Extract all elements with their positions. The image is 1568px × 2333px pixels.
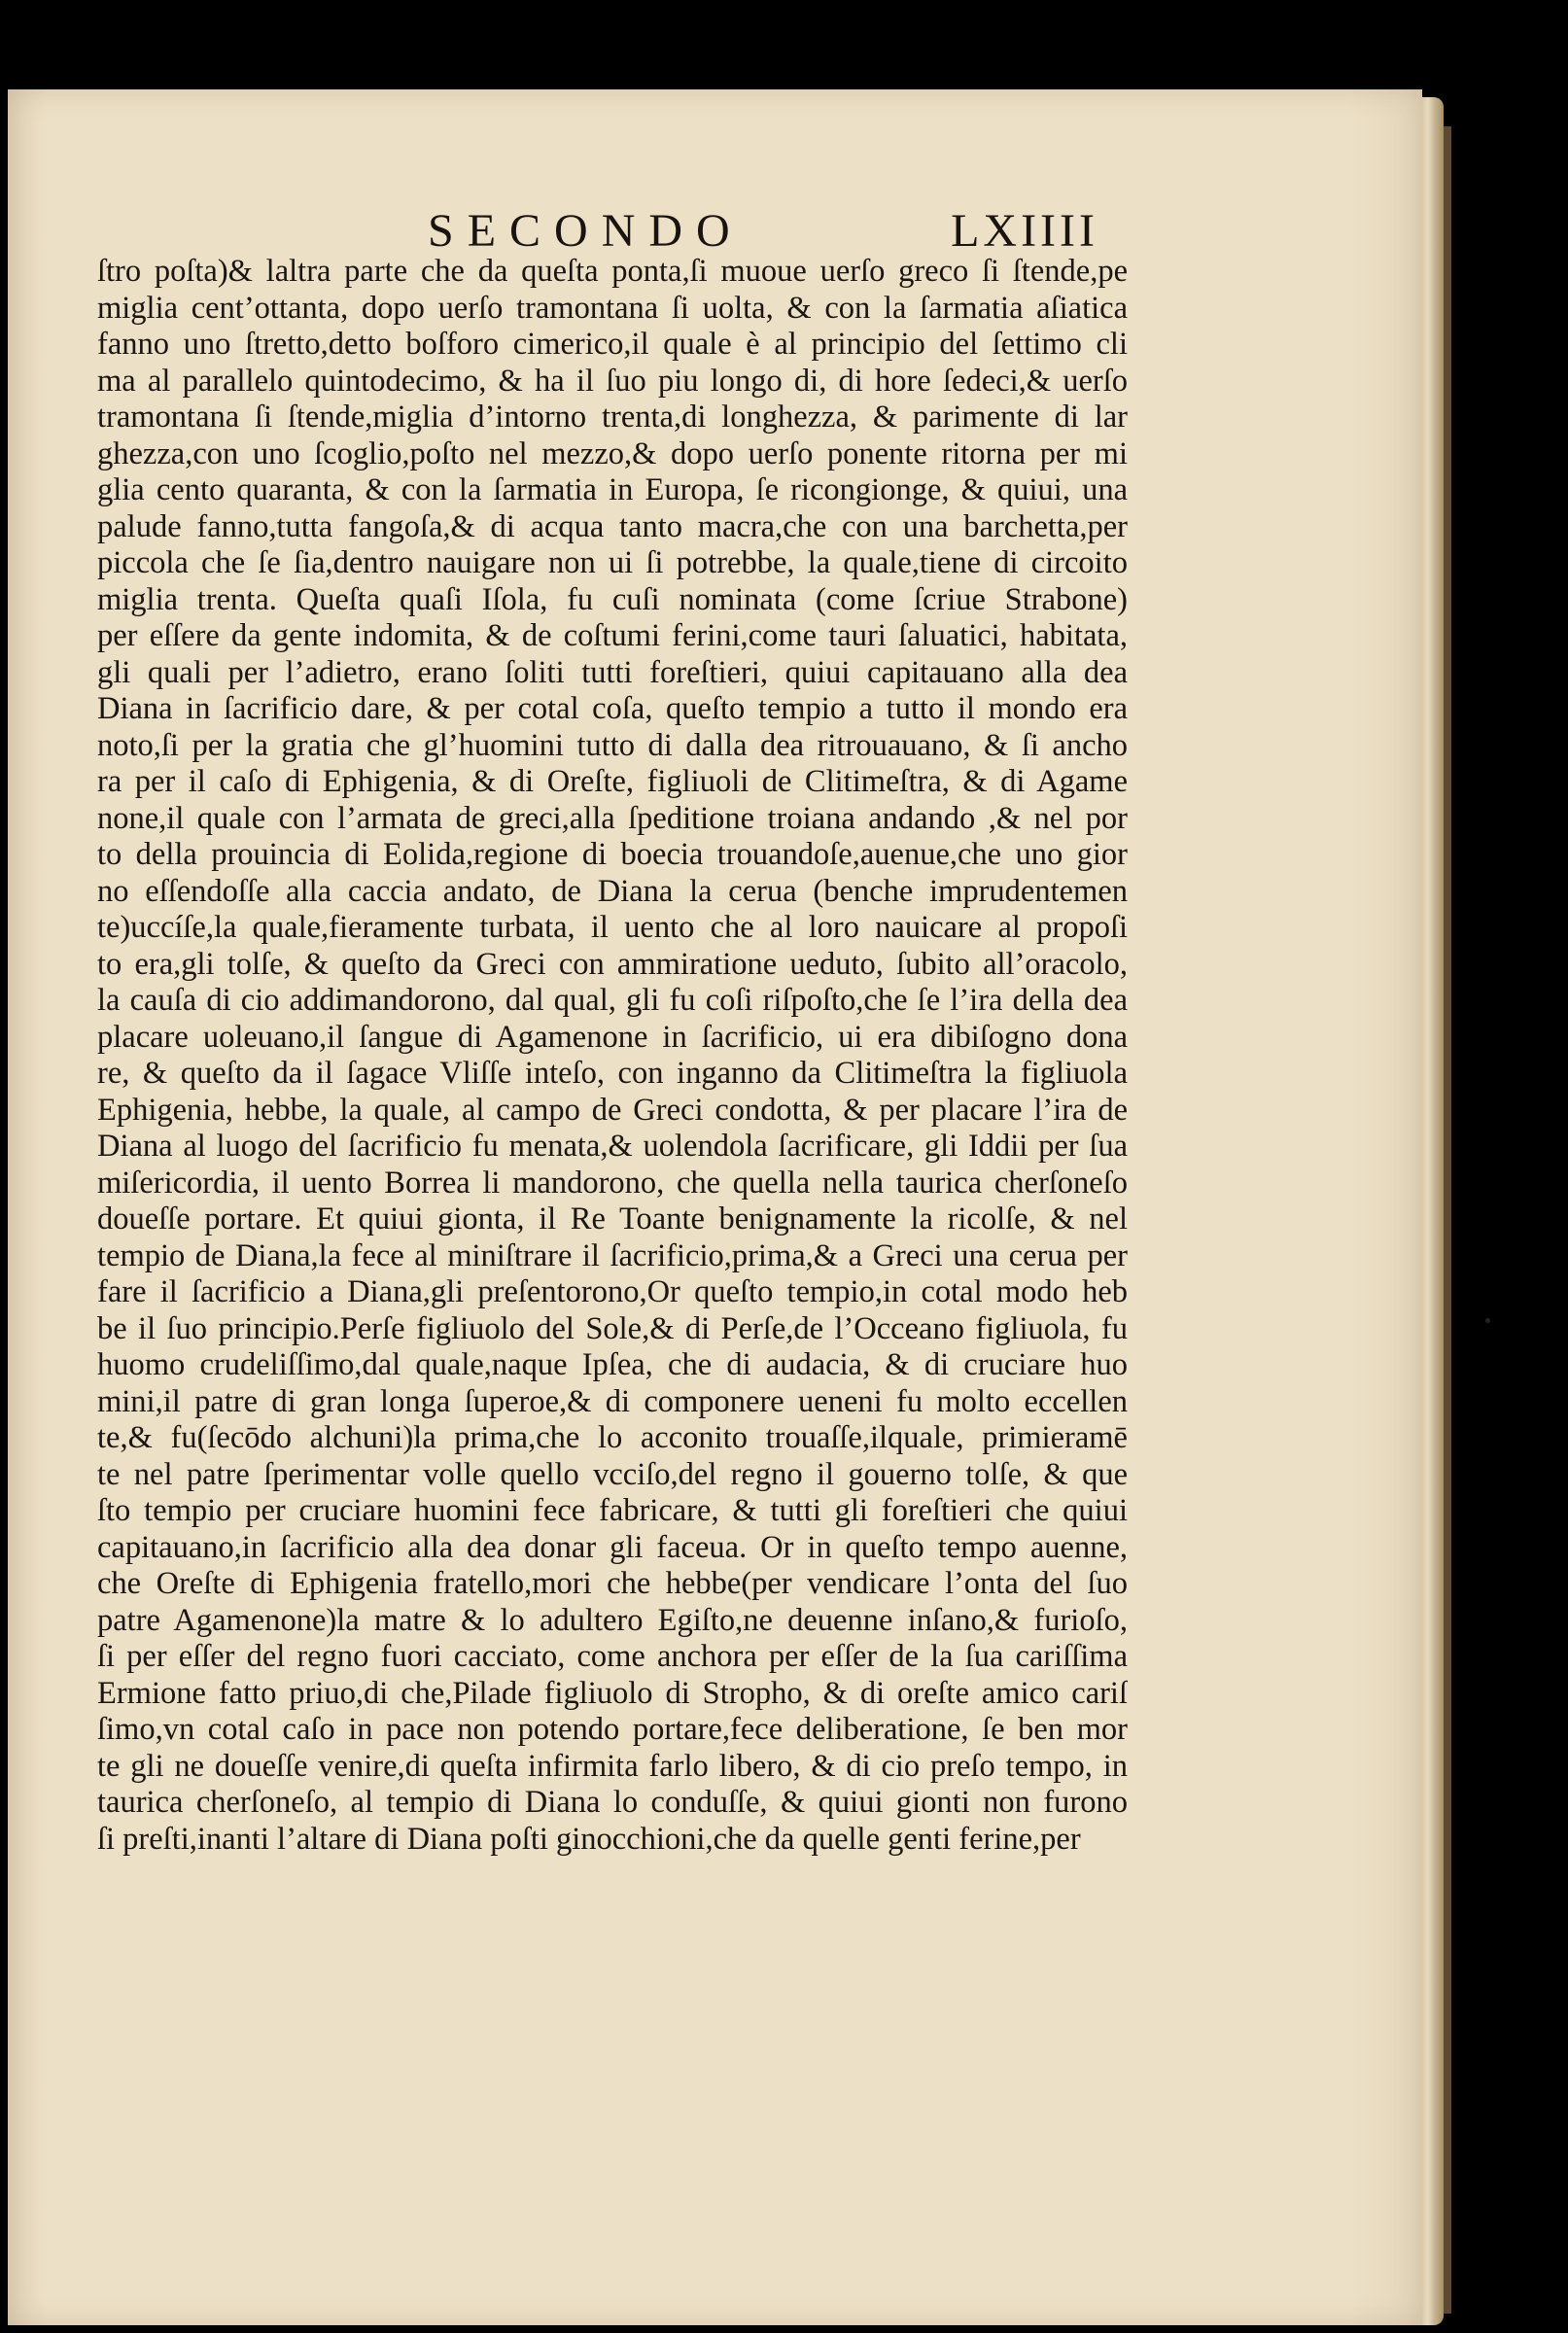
- text-line: Ermione fatto priuo,di che,Pilade figliuolo di Stropho, & di oreſte amico cariſ: [97, 1675, 1128, 1711]
- folio-number: LXIIII: [951, 205, 1098, 257]
- text-line: tramontana ſi ſtende,miglia d’intorno trenta,di longhezza, & parimente di lar: [97, 400, 1128, 435]
- text-line: capitauano,in ſacrificio alla dea donar gli faceua. Or in queſto tempo auenne,: [97, 1529, 1128, 1565]
- text-line: placare uoleuano,il ſangue di Agamenone in ſacrificio, ui era dibiſogno dona: [97, 1019, 1128, 1055]
- text-line: piccola che ſe ſia,dentro nauigare non ui ſi potrebbe, la quale,tiene di circoito: [97, 545, 1128, 580]
- text-line: taurica cherſoneſo, al tempio di Diana lo conduſſe, & quiui gionti non furono: [97, 1785, 1128, 1820]
- text-line: huomo crudeliſſimo,dal quale,naque Ipſea, che di audacia, & di cruciare huo: [97, 1347, 1128, 1382]
- text-line: noto,ſi per la gratia che gl’huomini tutto di dalla dea ritrouauano, & ſi ancho: [97, 727, 1128, 763]
- page-edge: [1422, 97, 1444, 2325]
- text-line: miglia cent’ottanta, dopo uerſo tramontana ſi uolta, & con la ſarmatia aſiatica: [97, 290, 1128, 326]
- text-line: ſi per eſſer del regno fuori cacciato, come anchora per eſſer de la ſua cariſſima: [97, 1639, 1128, 1674]
- text-line: te nel patre ſperimentar volle quello vcciſo,del regno il gouerno tolſe, & que: [97, 1456, 1128, 1492]
- text-line: ra per il caſo di Ephigenia, & di Oreſte, figliuoli de Clitimeſtra, & di Agame: [97, 764, 1128, 799]
- text-line: Diana in ſacrificio dare, & per cotal coſa, queſto tempio a tutto il mondo era: [97, 691, 1128, 726]
- text-line: che Oreſte di Ephigenia fratello,mori che hebbe(per vendicare l’onta del ſuo: [97, 1566, 1128, 1601]
- text-line: miglia trenta. Queſta quaſi Iſola, fu cuſi nominata (come ſcriue Strabone): [97, 581, 1128, 617]
- text-line: doueſſe portare. Et quiui gionta, il Re Toante benignamente la ricolſe, & nel: [97, 1201, 1128, 1236]
- text-line: te)uccíſe,la quale,fieramente turbata, il uento che al loro nauicare al propoſi: [97, 910, 1128, 945]
- text-line: re, & queſto da il ſagace Vliſſe inteſo, con inganno da Clitimeſtra la figliuola: [97, 1056, 1128, 1091]
- running-title: SECONDO: [428, 205, 744, 257]
- text-line: to era,gli tolſe, & queſto da Greci con ammiratione ueduto, ſubito all’oracolo,: [97, 946, 1128, 982]
- text-line: ſto tempio per cruciare huomini fece fabricare, & tutti gli foreſtieri che quiui: [97, 1493, 1128, 1528]
- text-line: fare il ſacrificio a Diana,gli preſentorono,Or queſto tempio,in cotal modo heb: [97, 1274, 1128, 1309]
- text-line: ſimo,vn cotal caſo in pace non potendo portare,fece deliberatione, ſe ben mor: [97, 1712, 1128, 1747]
- ink-speck: [1485, 1318, 1490, 1323]
- text-line: be il ſuo principio.Perſe figliuolo del Sole,& di Perſe,de l’Occeano figliuola, fu: [97, 1310, 1128, 1346]
- text-line: patre Agamenone)la matre & lo adultero Egiſto,ne deuenne inſano,& furioſo,: [97, 1602, 1128, 1638]
- text-line: gli quali per l’adietro, erano ſoliti tutti foreſtieri, quiui capitauano alla dea: [97, 654, 1128, 690]
- text-line: to della prouincia di Eolida,regione di boecia trouandoſe,auenue,che uno gior: [97, 837, 1128, 872]
- text-line: per eſſere da gente indomita, & de coſtumi ferini,come tauri ſaluatici, habitata,: [97, 618, 1128, 653]
- text-line: ſtro poſta)& laltra parte che da queſta ponta,ſi muoue uerſo greco ſi ſtende,pe: [97, 254, 1128, 289]
- text-line: ſi preſti,inanti l’altare di Diana poſti ginocchioni,che da quelle genti ferine,per: [97, 1821, 1081, 1857]
- text-line: fanno uno ſtretto,detto boſforo cimerico,il quale è al principio del ſettimo cli: [97, 327, 1128, 362]
- text-line: no eſſendoſſe alla caccia andato, de Diana la ceruа (benche imprudentemen: [97, 873, 1128, 909]
- text-line: te gli ne doueſſe venire,di queſta infirmita farlo libero, & di cio preſo tempo, in: [97, 1748, 1128, 1784]
- text-line: glia cento quaranta, & con la ſarmatia in Europa, ſe ricongionge, & quiui, una: [97, 472, 1128, 507]
- binding-shadow: [1444, 126, 1451, 2314]
- text-line: te,& fu(ſecōdo alchuni)la prima,che lo acconito trouaſſe,ilquale, primieramē: [97, 1420, 1128, 1455]
- text-line: la cauſa di cio addimandorono, dal qual, gli fu coſi riſpoſto,che ſe l’ira della dea: [97, 983, 1128, 1018]
- text-line: ma al parallelo quintodecimo, & ha il ſuo piu longo di, di hore ſedeci,& uerſo: [97, 363, 1128, 399]
- text-line: Ephigenia, hebbe, la quale, al campo de Greci condotta, & per placare l’ira de: [97, 1092, 1128, 1128]
- text-line: ghezza,con uno ſcoglio,poſto nel mezzo,& dopo uerſo ponente ritorna per mi: [97, 435, 1128, 471]
- text-line: mini,il patre di gran longa ſuperoe,& di componere ueneni fu molto eccellen: [97, 1383, 1128, 1419]
- text-line: Diana al luogo del ſacrificio fu menata,& uolendola ſacrificare, gli Iddii per ſua: [97, 1129, 1128, 1164]
- body-text: [97, 254, 1128, 1858]
- text-line: tempio de Diana,la fece al miniſtrare il ſacrificio,prima,& a Greci una cerua per: [97, 1237, 1128, 1273]
- text-line: none,il quale con l’armata de greci,alla ſpeditione troiana andando ,& nel por: [97, 800, 1128, 836]
- text-line: palude fanno,tutta fangoſa,& di acqua tanto macra,che con una barchetta,per: [97, 508, 1128, 544]
- text-line: miſericordia, il uento Borrea li mandorono, che quella nella taurica cherſoneſo: [97, 1165, 1128, 1201]
